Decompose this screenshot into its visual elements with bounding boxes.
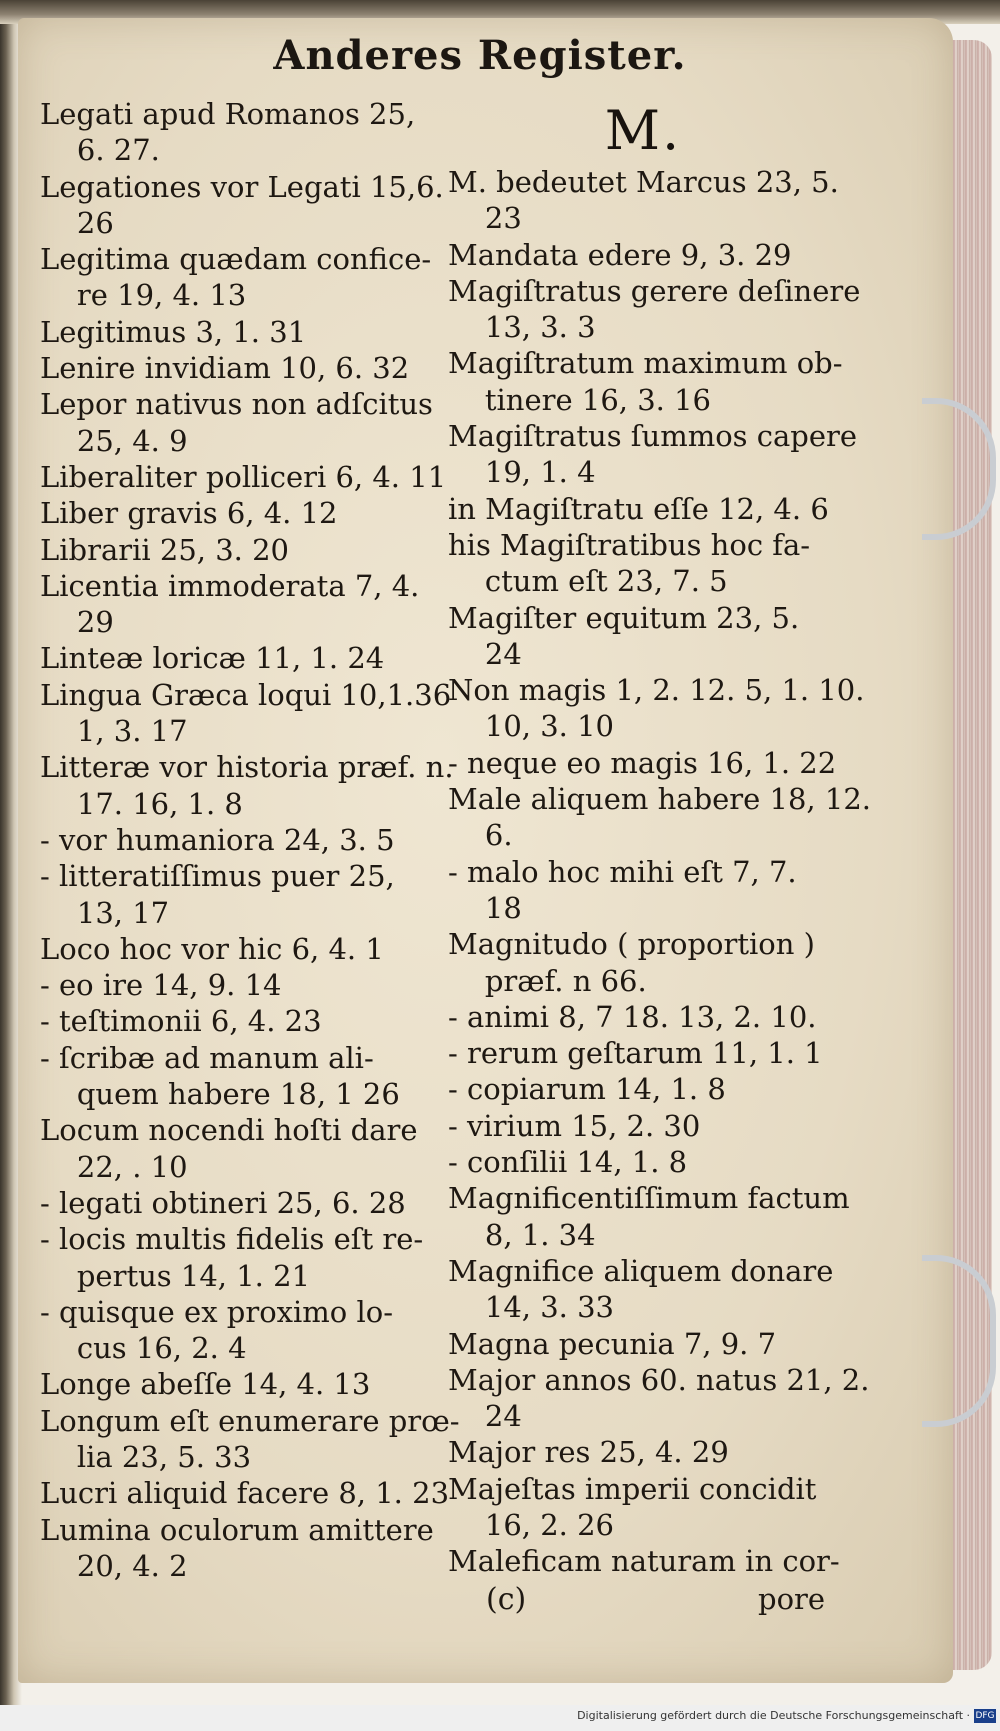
index-entry: 13, 3. 3 xyxy=(448,310,596,345)
index-entry: Litteræ vor historia præf. n. xyxy=(40,750,454,785)
index-entry: 10, 3. 10 xyxy=(448,709,614,744)
index-entry: - virium 15, 2. 30 xyxy=(448,1108,701,1143)
index-entry: Magnitudo ( proportion ) xyxy=(448,927,815,962)
index-entry: 6. xyxy=(448,818,513,853)
section-letter: M. xyxy=(604,99,682,162)
index-entry: Lenire invidiam 10, 6. 32 xyxy=(40,351,410,386)
paper-clip-lower xyxy=(922,1255,996,1427)
index-entry: Magiſtratus gerere deſinere xyxy=(448,273,861,308)
index-entry: - vor humaniora 24, 3. 5 xyxy=(40,822,395,857)
index-entry: M. bedeutet Marcus 23, 5. xyxy=(448,165,839,199)
index-entry: - conſilii 14, 1. 8 xyxy=(448,1145,688,1180)
index-entry: Lingua Græca loqui 10,1.36 xyxy=(40,677,452,712)
running-header: Anderes Register. xyxy=(273,32,687,79)
index-entry: Maleficam naturam in cor- xyxy=(448,1544,840,1579)
right-column xyxy=(448,98,871,1580)
index-entry: Longe abeſſe 14, 4. 13 xyxy=(40,1367,371,1402)
index-entry: 16, 2. 26 xyxy=(448,1507,614,1542)
index-entry: præf. n 66. xyxy=(448,963,647,998)
index-entry: quem habere 18, 1 26 xyxy=(40,1077,400,1112)
index-entry: 20, 4. 2 xyxy=(40,1548,188,1583)
signature-mark: (c) xyxy=(486,1582,527,1617)
index-entry: Mandata edere 9, 3. 29 xyxy=(448,237,792,272)
index-entry: Loco hoc vor hic 6, 4. 1 xyxy=(40,931,384,966)
index-entry: - rerum geſtarum 11, 1. 1 xyxy=(448,1036,823,1071)
index-entry: - animi 8, 7 18. 13, 2. 10. xyxy=(448,999,817,1034)
dfg-logo-icon: DFG xyxy=(975,1711,995,1721)
index-entry: Magiſtratus ſummos capere xyxy=(448,419,858,454)
index-entry: 1, 3. 17 xyxy=(40,714,188,749)
index-entry: Liberaliter polliceri 6, 4. 11 xyxy=(40,459,447,494)
index-entry: Majeſtas imperii concidit xyxy=(448,1471,817,1506)
index-entry: Magnificentiſſimum factum xyxy=(448,1181,850,1216)
funding-credit: Digitalisierung gefördert durch die Deutsche Forschungsgemeinschaft · xyxy=(577,1709,970,1722)
index-entry: ctum eſt 23, 7. 5 xyxy=(448,564,728,599)
index-entry: - copiarum 14, 1. 8 xyxy=(448,1072,726,1107)
index-entry: Legationes vor Legati 15,6. xyxy=(40,169,444,204)
index-entry: - teſtimonii 6, 4. 23 xyxy=(40,1004,322,1039)
index-entry: re 19, 4. 13 xyxy=(40,278,247,313)
index-entry: Magiſter equitum 23, 5. xyxy=(448,600,800,635)
index-entry: 29 xyxy=(40,605,114,640)
index-entry: 26 xyxy=(40,205,114,240)
index-entry: 24 xyxy=(448,636,522,671)
index-entry: Non magis 1, 2. 12. 5, 1. 10. xyxy=(448,673,865,708)
index-entry: 17. 16, 1. 8 xyxy=(40,786,243,821)
catchword: pore xyxy=(758,1582,826,1616)
index-entry: Major annos 60. natus 21, 2. xyxy=(448,1362,870,1397)
index-entry: 18 xyxy=(448,890,522,925)
index-entry: 22, . 10 xyxy=(40,1149,188,1184)
index-entry: 6. 27. xyxy=(40,133,160,168)
index-entry: Licentia immoderata 7, 4. xyxy=(40,568,420,603)
index-entry: - legati obtineri 25, 6. 28 xyxy=(40,1185,406,1220)
index-entry: Longum eſt enumerare prœ- xyxy=(40,1403,460,1438)
index-entry: Locum nocendi hoſti dare xyxy=(40,1113,418,1148)
page-edges xyxy=(952,40,992,1670)
index-entry: Legitima quædam confice- xyxy=(40,242,432,277)
index-entry: Linteæ loricæ 11, 1. 24 xyxy=(40,641,385,676)
index-entry: lia 23, 5. 33 xyxy=(40,1439,252,1474)
index-entry: Magna pecunia 7, 9. 7 xyxy=(448,1326,777,1361)
index-entry: 25, 4. 9 xyxy=(40,423,188,458)
index-entry: 24 xyxy=(448,1399,522,1434)
index-entry: Magnifice aliquem donare xyxy=(448,1253,834,1288)
index-entry: cus 16, 2. 4 xyxy=(40,1331,247,1366)
index-entry: Librarii 25, 3. 20 xyxy=(40,532,290,567)
index-entry: Major res 25, 4. 29 xyxy=(448,1435,729,1470)
index-entry: Male aliquem habere 18, 12. xyxy=(448,782,871,817)
index-entry: - ſcribæ ad manum ali- xyxy=(40,1040,374,1075)
index-entry: Legati apud Romanos 25, xyxy=(40,97,416,131)
index-entry: 14, 3. 33 xyxy=(448,1290,614,1325)
index-entry: Magiſtratum maximum ob- xyxy=(448,346,843,381)
index-entry: Liber gravis 6, 4. 12 xyxy=(40,496,338,531)
index-entry: Lumina oculorum amittere xyxy=(40,1512,434,1547)
index-entry: 19, 1. 4 xyxy=(448,455,596,490)
index-entry: tinere 16, 3. 16 xyxy=(448,382,712,417)
index-entry: pertus 14, 1. 21 xyxy=(40,1258,311,1293)
index-entry: his Magiſtratibus hoc fa- xyxy=(448,527,811,562)
index-entry: 13, 17 xyxy=(40,895,170,930)
index-entry: - malo hoc mihi eſt 7, 7. xyxy=(448,854,797,889)
index-entry: Lepor nativus non adſcitus xyxy=(40,387,433,422)
index-entry: in Magiſtratu eſſe 12, 4. 6 xyxy=(448,491,829,526)
index-entry: Lucri aliquid facere 8, 1. 23 xyxy=(40,1476,450,1511)
index-entry: 23 xyxy=(448,201,522,236)
index-entry: - eo ire 14, 9. 14 xyxy=(40,968,282,1003)
left-column xyxy=(40,96,460,1584)
index-entry: - quisque ex proximo lo- xyxy=(40,1294,393,1329)
index-entry: 8, 1. 34 xyxy=(448,1217,596,1252)
index-entry: - litteratiſſimus puer 25, xyxy=(40,859,395,894)
index-entry: - neque eo magis 16, 1. 22 xyxy=(448,745,837,780)
index-entry: Legitimus 3, 1. 31 xyxy=(40,314,307,349)
index-entry: - locis multis fidelis eſt re- xyxy=(40,1222,424,1257)
